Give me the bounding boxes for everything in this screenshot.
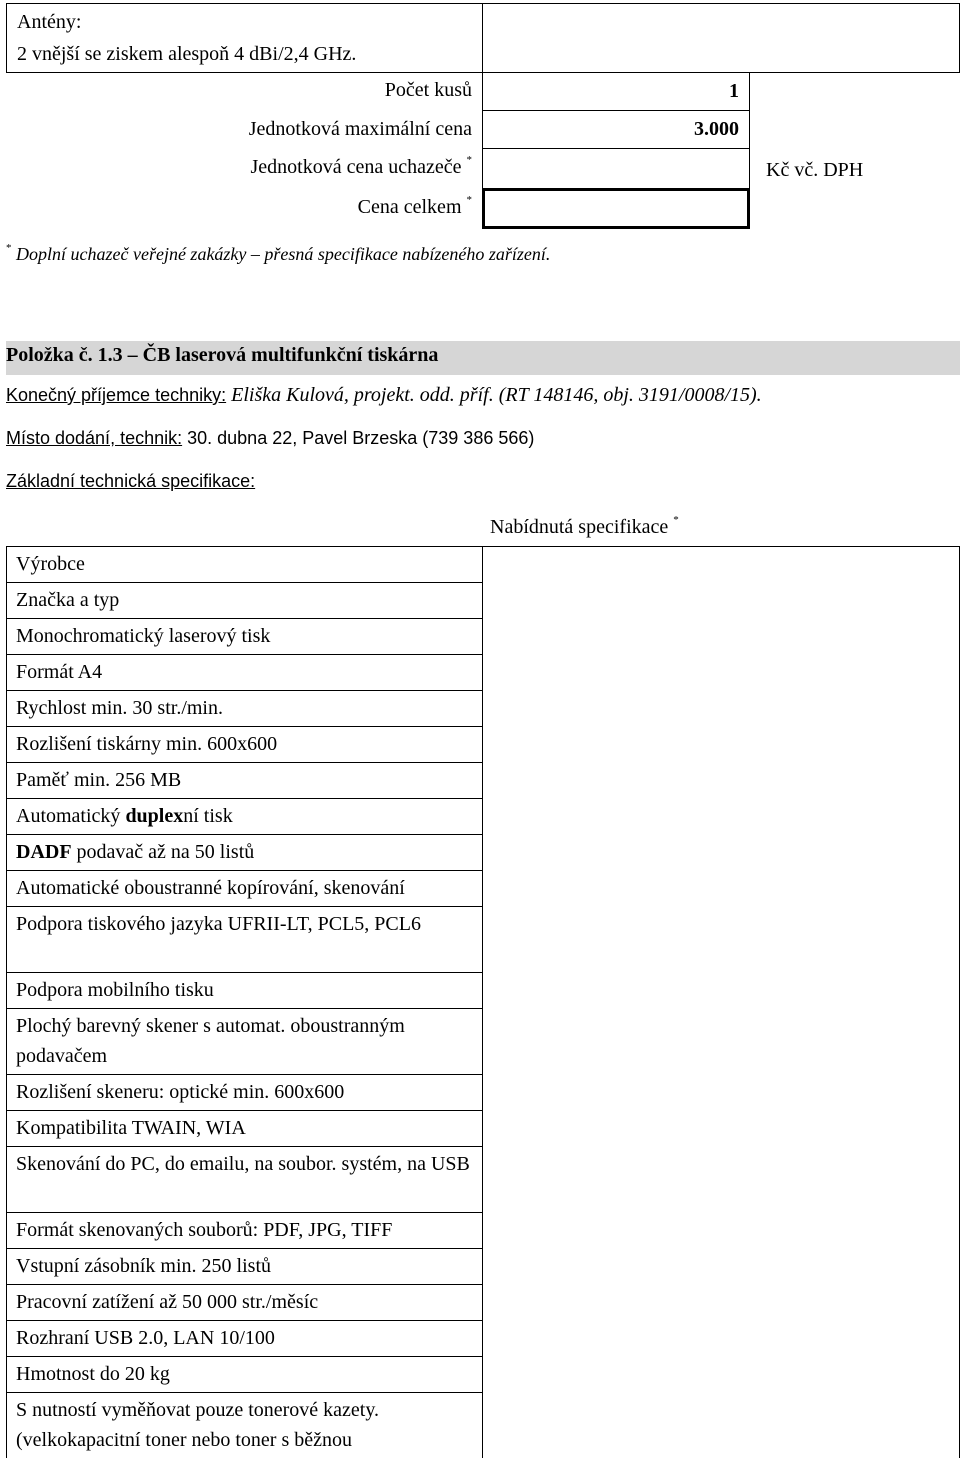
recipient-value: Eliška Kulová, projekt. odd. příf. (RT 148146, obj. 3191/0008/15). [231,384,762,406]
spec-row [6,1110,482,1146]
count-value: 1 [729,80,739,102]
spec-row-text: Plochý barevný skener s automat. oboustranným podavačem [16,1015,405,1067]
spec-row [6,1212,482,1248]
spec-row-text: Podpora tiskového jazyka UFRII-LT, PCL5, PCL6 [16,913,421,935]
delivery-value: 30. dubna 22, Pavel Brzeska (739 386 566) [187,428,535,448]
spec-row [6,762,482,798]
max-unit-price-value: 3.000 [694,118,739,140]
spec-row-text: Kompatibilita TWAIN, WIA [16,1117,246,1139]
offered-spec-field[interactable] [482,546,960,1458]
spec-row [6,582,482,618]
spec-row [6,870,482,906]
spec-row-text: Podpora mobilního tisku [16,979,214,1001]
spec-row [6,1074,482,1110]
spec-row [6,972,482,1008]
spec-label: Základní technická specifikace: [6,471,256,491]
currency-unit: Kč vč. DPH [766,159,864,181]
recipient-label: Konečný příjemce techniky: [6,385,227,405]
spec-row-text: Rozlišení tiskárny min. 600x600 [16,733,278,755]
spec-row [6,1320,482,1356]
delivery-label: Místo dodání, technik: [6,428,183,448]
spec-row [6,690,482,726]
spec-row [6,546,482,582]
spec-row [6,834,482,870]
spec-row-text: Rozlišení skeneru: optické min. 600x600 [16,1081,345,1103]
spec-row-text: Hmotnost do 20 kg [16,1363,170,1385]
spec-row-text: Automatický duplexní tisk [16,805,233,827]
spec-row [6,726,482,762]
spec-row-text: Formát skenovaných souborů: PDF, JPG, TIFF [16,1219,393,1241]
spec-row [6,1356,482,1392]
footnote: * Doplní uchazeč veřejné zakázky – přesná specifikace nabízeného zařízení. [6,242,551,264]
spec-row-text: Výrobce [16,553,85,575]
spec-row-text: DADF podavač až na 50 listů [16,841,255,863]
spec-row [6,1248,482,1284]
max-unit-price-cell [482,111,750,149]
spec-row-text: Vstupní zásobník min. 250 listů [16,1255,271,1277]
price-label-bidder-unit: Jednotková cena uchazeče * [250,154,472,178]
spec-row [6,618,482,654]
delivery-line [6,428,534,449]
offered-spec-header: Nabídnutá specifikace * [490,514,679,538]
antenna-title: Antény: [17,11,82,33]
spec-row-text: Značka a typ [16,589,120,611]
spec-row [6,906,482,972]
count-value-cell [482,73,750,111]
item-heading: Položka č. 1.3 – ČB laserová multifunkční tiskárna [6,344,439,366]
bidder-unit-price-field[interactable] [482,149,750,189]
spec-row [6,1008,482,1074]
spec-row-text: Automatické oboustranné kopírování, skenování [16,877,405,899]
spec-row-text: Formát A4 [16,661,103,683]
spec-row-text: Rozhraní USB 2.0, LAN 10/100 [16,1327,275,1349]
spec-row-text: Skenování do PC, do emailu, na soubor. systém, na USB [16,1153,470,1175]
spec-row [6,1392,482,1458]
antenna-cell [6,3,482,73]
antenna-text: 2 vnější se ziskem alespoň 4 dBi/2,4 GHz. [17,43,357,65]
spec-row [6,798,482,834]
price-label-max-unit: Jednotková maximální cena [248,118,472,140]
price-label-count: Počet kusů [384,79,472,101]
spec-row-text: S nutností vyměňovat pouze tonerové kazety. (velkokapacitní toner nebo toner s běžnou [16,1399,380,1451]
recipient-line [6,384,762,407]
total-price-field[interactable] [482,189,750,229]
spec-row-text: Rychlost min. 30 str./min. [16,697,223,719]
spec-row [6,654,482,690]
price-label-total: Cena celkem * [357,194,472,218]
spec-row-text: Monochromatický laserový tisk [16,625,271,647]
spec-row-text: Paměť min. 256 MB [16,769,182,791]
price-table [6,3,960,229]
spec-row [6,1284,482,1320]
antenna-offer-cell[interactable] [482,3,960,73]
spec-row [6,1146,482,1212]
spec-row-text: Pracovní zatížení až 50 000 str./měsíc [16,1291,319,1313]
